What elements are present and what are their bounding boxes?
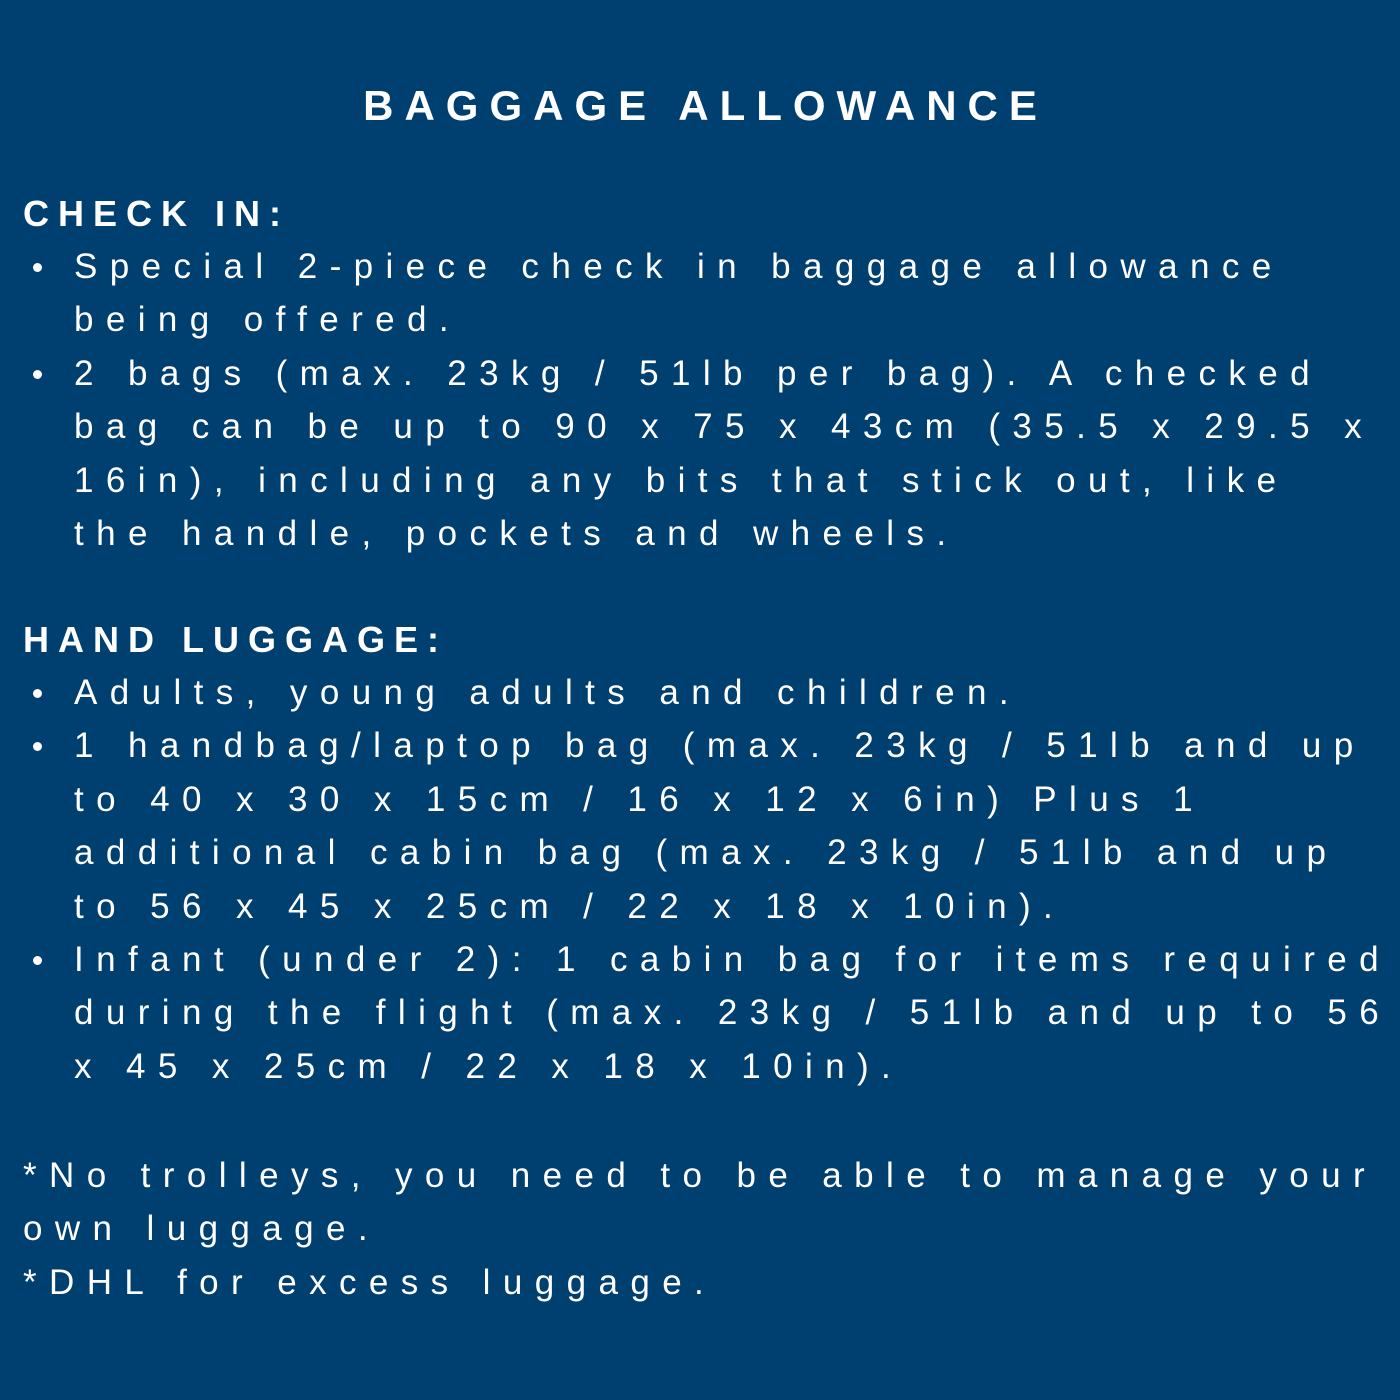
list-item-text: 2 bags (max. 23kg / 51lb per bag). A checked bag can be up to 90 x 75 x 43cm (35.5 x 29.5 x 16in), including any bits that stick out, like the handle, pockets and wheels. — [74, 353, 1375, 554]
list-item — [23, 347, 1393, 561]
footnote-trolleys: *No trolleys, you need to be able to manage your own luggage. — [23, 1156, 1378, 1249]
footnotes — [23, 1149, 1393, 1309]
check-in-heading: CHECK IN: — [23, 193, 290, 234]
bullet-icon — [33, 956, 42, 965]
page-title: BAGGAGE ALLOWANCE — [363, 82, 1048, 129]
list-item — [23, 666, 1393, 719]
list-item — [23, 719, 1393, 933]
hand-luggage-list — [23, 666, 1393, 1093]
list-item-text: Special 2-piece check in baggage allowance being offered. — [74, 247, 1284, 340]
list-item-text: Adults, young adults and children. — [74, 673, 1021, 712]
check-in-list — [23, 240, 1393, 560]
footnote-dhl: *DHL for excess luggage. — [23, 1262, 717, 1302]
list-item-text: 1 handbag/laptop bag (max. 23kg / 51lb and up to 40 x 30 x 15cm / 16 x 12 x 6in) Plus 1 additional cabin bag (max. 23kg / 51lb and up to 56 x 45 x 25cm / 22 x 18 x 10in). — [74, 726, 1366, 926]
bullet-icon — [33, 370, 42, 379]
bullet-icon — [33, 742, 42, 751]
hand-luggage-heading: HAND LUGGAGE: — [23, 619, 448, 660]
hand-luggage-section — [23, 614, 1393, 1093]
list-item — [23, 933, 1393, 1093]
list-item — [23, 240, 1393, 347]
check-in-section — [23, 188, 1393, 560]
list-item-text: Infant (under 2): 1 cabin bag for items required during the flight (max. 23kg / 51lb and up to 56 x 45 x 25cm / 22 x 18 x 10in). — [74, 940, 1392, 1086]
bullet-icon — [33, 263, 42, 272]
bullet-icon — [33, 689, 42, 698]
